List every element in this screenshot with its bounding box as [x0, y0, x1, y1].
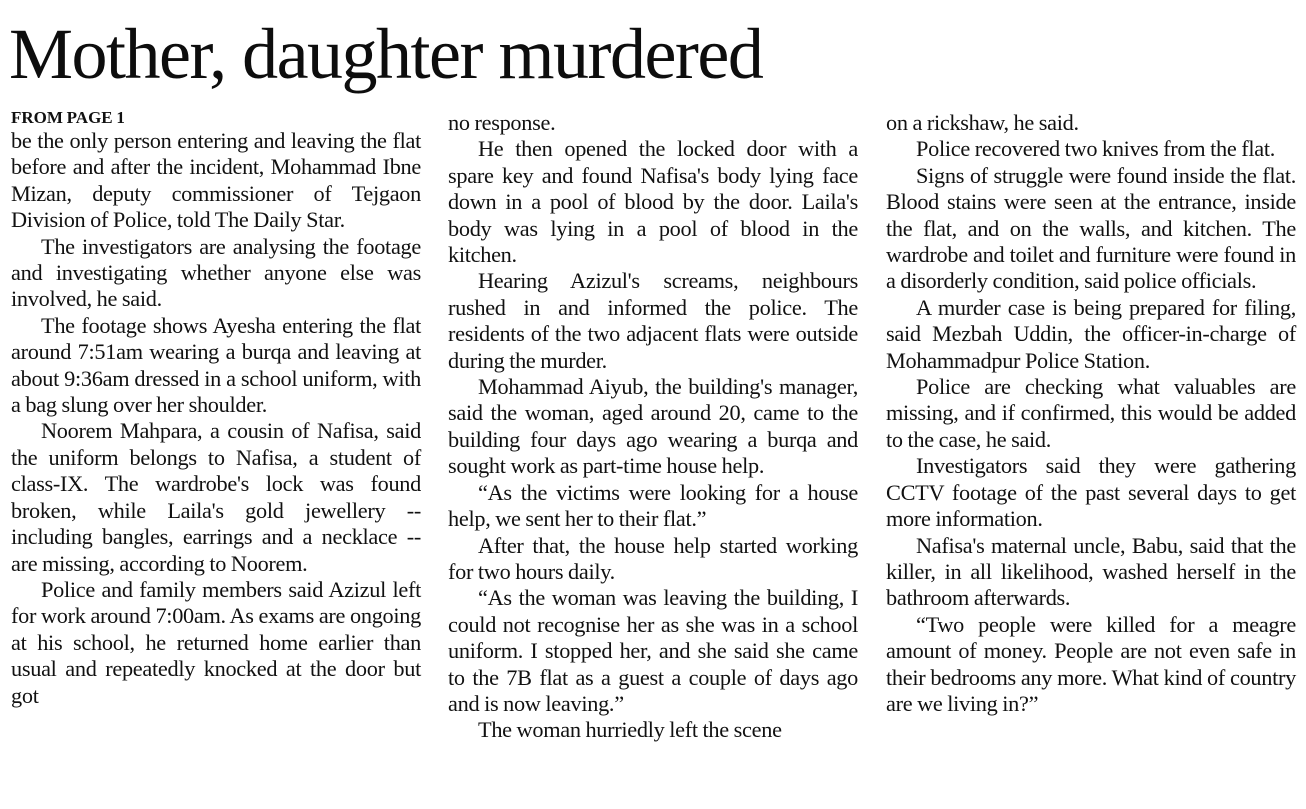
continuation-kicker: FROM PAGE 1	[11, 108, 125, 127]
paragraph: After that, the house help started working for two hours daily.	[448, 532, 858, 584]
article-column-3	[886, 110, 1296, 717]
article-column-2	[448, 110, 858, 744]
paragraph: “As the woman was leaving the building, I could not recognise her as she was in a school uniform. I stopped her, and she said she came to the 7B flat as a guest a couple of days ago and is now leaving.”	[448, 585, 858, 716]
headline: Mother, daughter murdered	[9, 14, 763, 94]
paragraph: “As the victims were looking for a house help, we sent her to their flat.”	[448, 479, 858, 532]
paragraph: The footage shows Ayesha entering the flat around 7:51am wearing a burqa and leaving at about 9:36am dressed in a school uniform, with a bag slung over her shoulder.	[11, 312, 421, 418]
paragraph: be the only person entering and leaving the flat before and after the incident, Mohammad Ibne Mizan, deputy commissioner of Tejgaon Division of Police, told The Daily Star.	[11, 128, 421, 233]
paragraph: Police and family members said Azizul left for work around 7:00am. As exams are ongoing at his school, he returned home earlier than usual and repeatedly knocked at the door but got	[11, 576, 421, 708]
paragraph: “Two people were killed for a meagre amount of money. People are not even safe in their bedrooms any more. What kind of country are we living in?”	[886, 611, 1296, 716]
paragraph: Investigators said they were gathering CCTV footage of the past several days to get more information.	[886, 453, 1296, 532]
paragraph: on a rickshaw, he said.	[886, 110, 1079, 135]
paragraph: Hearing Azizul's screams, neighbours rushed in and informed the police. The residents of the two adjacent flats were outside during the murder.	[448, 268, 858, 373]
paragraph: Police recovered two knives from the flat.	[916, 136, 1275, 162]
paragraph: no response.	[448, 110, 556, 135]
paragraph: Nafisa's maternal uncle, Babu, said that the killer, in all likelihood, washed herself in the bathroom afterwards.	[886, 532, 1296, 611]
paragraph: The woman hurriedly left the scene	[478, 717, 782, 743]
paragraph: The investigators are analysing the footage and investigating whether anyone else was involved, he said.	[11, 233, 421, 312]
paragraph: He then opened the locked door with a spare key and found Nafisa's body lying face down in a pool of blood by the door. Laila's body was lying in a pool of blood in the kitchen.	[448, 136, 858, 268]
article-column-1	[11, 108, 421, 709]
paragraph: Mohammad Aiyub, the building's manager, said the woman, aged around 20, came to the building four days ago wearing a burqa and sought work as part-time house help.	[448, 374, 858, 479]
paragraph: Noorem Mahpara, a cousin of Nafisa, said the uniform belongs to Nafisa, a student of class-IX. The wardrobe's lock was found broken, while Laila's gold jewellery -- including bangles, earrings and a necklace -- are missing, according to Noorem.	[11, 418, 421, 576]
paragraph: A murder case is being prepared for filing, said Mezbah Uddin, the officer-in-charge of Mohammadpur Police Station.	[886, 294, 1296, 373]
paragraph: Police are checking what valuables are missing, and if confirmed, this would be added to the case, he said.	[886, 374, 1296, 452]
paragraph: Signs of struggle were found inside the flat. Blood stains were seen at the entrance, inside the flat, and on the walls, and kitchen. The wardrobe and toilet and furniture were found in a disorderly condition, said police officials.	[886, 162, 1296, 294]
